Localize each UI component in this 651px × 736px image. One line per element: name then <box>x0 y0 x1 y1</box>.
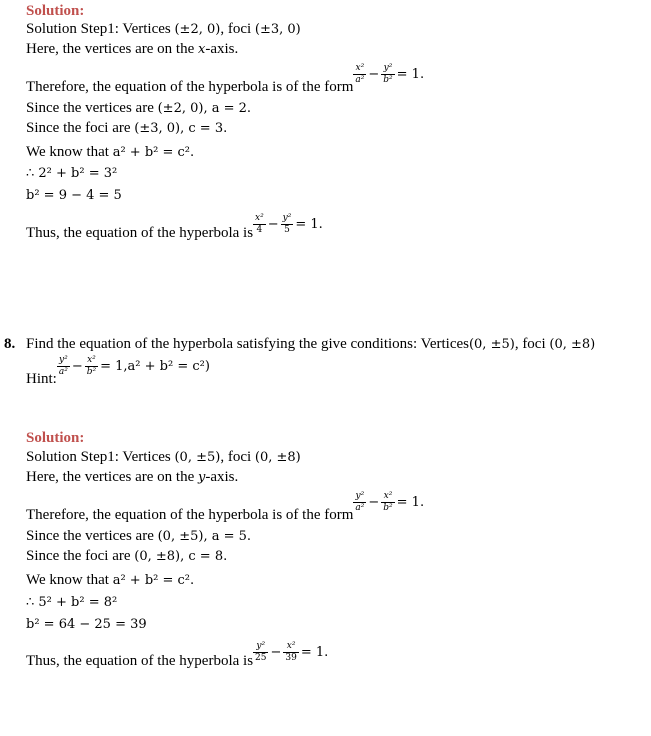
axis-variable: y <box>198 470 206 485</box>
fraction <box>253 213 266 236</box>
fraction <box>353 491 366 514</box>
since-vertices-text: Since the vertices are <box>26 100 158 116</box>
numerator: y² <box>253 641 268 653</box>
therefore-line: ∴ 5² + b² = 8² <box>26 595 118 610</box>
denominator: 39 <box>285 653 297 663</box>
b-squared-line: b² = 9 − 4 = 5 <box>26 188 122 203</box>
form-text: Therefore, the equation of the hyperbola is of the form <box>26 79 354 95</box>
thus-line <box>26 206 323 242</box>
fraction <box>381 63 394 86</box>
since-foci-text: Since the foci are <box>26 120 135 136</box>
hint-equation: $\frac{\text{y²}}{\text{a²}}$ − $\frac{\text{x²}}{\text{b²}}$ = 1,a² + b² = c²) <box>58 355 210 377</box>
equation-rhs: = 1. <box>396 494 425 510</box>
axis-text: Here, the vertices are on the <box>26 469 198 485</box>
solution-heading: Solution: <box>26 430 85 446</box>
since-foci-line <box>26 119 227 138</box>
form-equation: $\frac{\text{x²}}{\text{a²}}$ − $\frac{\text{y²}}{\text{b²}}$ = 1. <box>355 63 425 85</box>
form-line <box>26 60 424 96</box>
numerator: y² <box>381 63 394 75</box>
know-text: We know that <box>26 572 113 588</box>
since-foci-text: Since the foci are <box>26 548 135 564</box>
thus-text: Thus, the equation of the hyperbola is <box>26 653 254 669</box>
form-text: Therefore, the equation of the hyperbola is of the form <box>26 507 354 523</box>
axis-suffix: -axis. <box>205 469 239 485</box>
equation-rhs: = 1. <box>295 216 323 232</box>
solution-heading: Solution: <box>26 3 85 19</box>
fraction <box>281 213 294 236</box>
therefore-line: ∴ 2² + b² = 3² <box>26 166 118 181</box>
denominator: b² <box>383 503 393 513</box>
denominator: b² <box>86 367 97 377</box>
thus-text: Thus, the equation of the hyperbola is <box>26 225 254 241</box>
foci-value: (±3, 0) <box>254 22 301 37</box>
step-label: Solution Step1: Vertices <box>26 21 175 37</box>
question-text: Find the equation of the hyperbola satisfying the give conditions: Vertices <box>26 336 469 352</box>
answer-equation: $\frac{\text{x²}}{4}$ − $\frac{\text{y²}}{5}$ = 1. <box>255 213 323 235</box>
question-number: 8. <box>4 336 16 352</box>
since-vertices-math: (0, ±5), a = 5. <box>157 529 252 544</box>
equation-rhs: = 1. <box>300 644 329 660</box>
fraction <box>381 491 394 514</box>
denominator: a² <box>58 367 68 377</box>
form-equation: $\frac{\text{y²}}{\text{a²}}$ − $\frac{\text{x²}}{\text{b²}}$ = 1. <box>355 491 425 513</box>
solution-step-line <box>26 20 301 39</box>
solution-step-line <box>26 448 301 467</box>
numerator: x² <box>255 213 264 223</box>
fraction <box>353 63 366 86</box>
since-foci-math: (0, ±8), c = 8. <box>134 549 228 564</box>
numerator: x² <box>353 63 366 75</box>
form-line <box>26 488 424 524</box>
numerator: x² <box>85 355 98 367</box>
answer-equation: $\frac{\text{y²}}{25}$ − $\frac{\text{x²}}{39}$ = 1. <box>255 641 329 663</box>
denominator: 4 <box>256 225 263 235</box>
know-line <box>26 143 194 162</box>
know-line <box>26 571 194 590</box>
vertices-value: (0, ±5) <box>174 450 221 465</box>
axis-text: Here, the vertices are on the <box>26 41 198 57</box>
question-foci: (0, ±8) <box>549 337 596 352</box>
denominator: b² <box>383 75 393 85</box>
foci-value: (0, ±8) <box>254 450 301 465</box>
denominator: a² <box>355 503 365 513</box>
axis-variable: x <box>198 42 206 57</box>
numerator: y² <box>353 491 366 503</box>
b-squared-line: b² = 64 − 25 = 39 <box>26 617 147 632</box>
question-foci-label: , foci <box>514 336 550 352</box>
vertices-value: (±2, 0) <box>174 22 221 37</box>
foci-label: , foci <box>220 21 255 37</box>
axis-line <box>26 468 238 487</box>
since-foci-line <box>26 547 227 566</box>
hint-rest: = 1,a² + b² = c²) <box>100 358 210 374</box>
denominator: 25 <box>255 653 267 663</box>
denominator: a² <box>355 75 365 85</box>
since-vertices-line <box>26 527 251 546</box>
since-vertices-text: Since the vertices are <box>26 528 158 544</box>
since-vertices-math: (±2, 0), a = 2. <box>157 101 252 116</box>
foci-label: , foci <box>220 449 255 465</box>
fraction <box>85 355 98 378</box>
equation-rhs: = 1. <box>396 66 425 82</box>
since-vertices-line <box>26 99 251 118</box>
numerator: y² <box>57 355 70 367</box>
step-label: Solution Step1: Vertices <box>26 449 175 465</box>
question-vertices: (0, ±5) <box>468 337 515 352</box>
thus-line <box>26 634 328 670</box>
know-math: a² + b² = c². <box>112 145 195 160</box>
since-foci-math: (±3, 0), c = 3. <box>134 121 228 136</box>
axis-suffix: -axis. <box>205 41 239 57</box>
numerator: x² <box>283 641 298 653</box>
numerator: x² <box>381 491 394 503</box>
fraction <box>283 641 298 664</box>
axis-line <box>26 40 238 59</box>
know-text: We know that <box>26 144 113 160</box>
hint-line <box>26 352 210 388</box>
know-math: a² + b² = c². <box>112 573 195 588</box>
fraction <box>253 641 268 664</box>
hint-label: Hint: <box>26 371 57 387</box>
fraction <box>57 355 70 378</box>
denominator: 5 <box>284 225 290 235</box>
numerator: y² <box>282 213 292 223</box>
